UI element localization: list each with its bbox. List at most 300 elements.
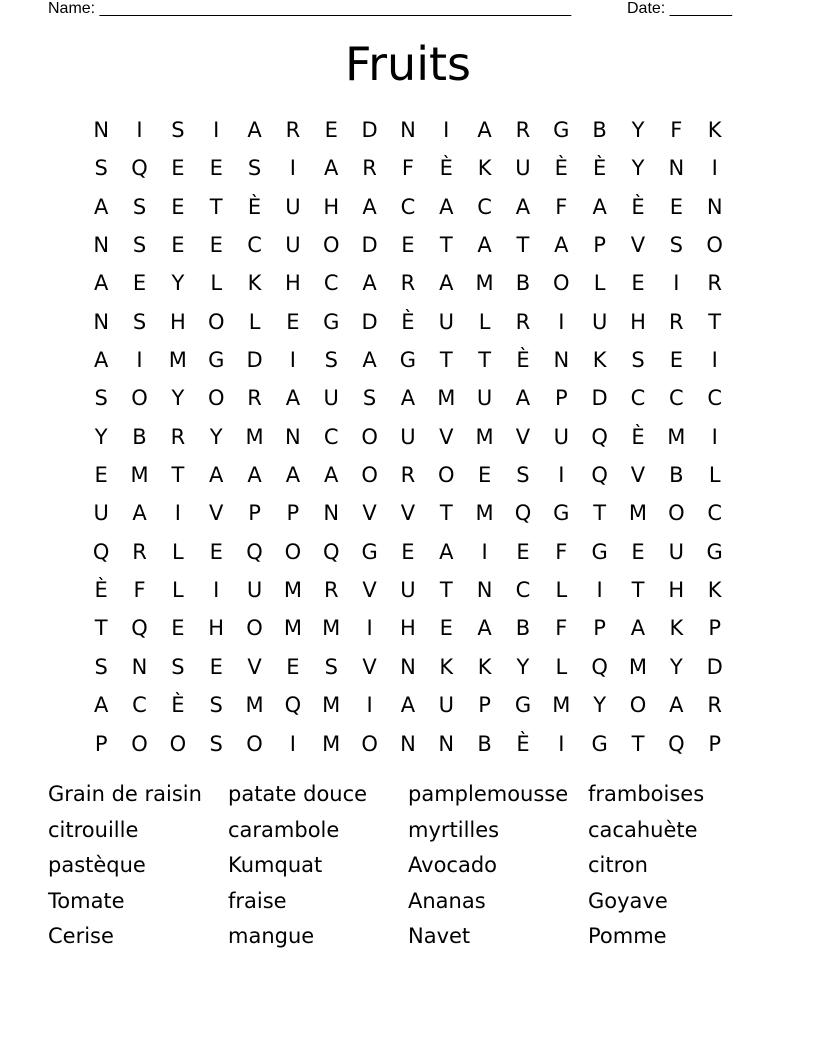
grid-letter: A <box>439 194 454 219</box>
grid-row <box>82 111 734 149</box>
grid-letter: M <box>437 386 456 411</box>
word-bank-item: pamplemousse <box>408 782 569 806</box>
grid-letter: D <box>246 348 263 373</box>
grid-letter: I <box>366 616 373 641</box>
grid-letter: E <box>401 539 415 564</box>
grid-letter: C <box>247 233 262 258</box>
word-bank-item: Goyave <box>588 888 668 913</box>
grid-letter: A <box>592 194 607 219</box>
grid-letter: T <box>593 501 607 526</box>
grid-row <box>82 303 734 341</box>
word-bank-item: pastèque <box>48 853 146 878</box>
grid-letter: M <box>322 731 341 756</box>
grid-letter: E <box>669 194 683 219</box>
grid-letter: F <box>555 616 568 641</box>
grid-letter: L <box>555 578 568 603</box>
grid-letter: F <box>555 539 568 564</box>
grid-letter: M <box>322 693 341 718</box>
grid-letter: E <box>669 348 683 373</box>
word-bank-item: Pomme <box>588 924 667 949</box>
grid-letter: A <box>362 271 377 296</box>
grid-letter: Y <box>631 118 645 142</box>
grid-letter: H <box>668 578 685 603</box>
grid-row <box>82 686 734 724</box>
grid-letter: S <box>516 463 530 488</box>
grid-letter: N <box>476 578 493 603</box>
grid-letter: D <box>361 233 378 258</box>
grid-letter: M <box>475 271 494 296</box>
grid-letter: O <box>131 386 148 411</box>
grid-letter: V <box>362 654 377 679</box>
grid-letter: B <box>669 463 684 488</box>
grid-letter: O <box>361 424 378 449</box>
grid-letter: M <box>245 693 264 718</box>
grid-letter: N <box>400 731 416 756</box>
grid-letter: È <box>554 156 568 181</box>
grid-letter: M <box>552 693 571 718</box>
grid-letter: A <box>477 118 492 142</box>
grid-letter: S <box>132 194 147 219</box>
grid-letter: B <box>592 118 607 142</box>
word-bank-item: Avocado <box>408 853 498 878</box>
word-bank-item: myrtilles <box>408 817 500 842</box>
grid-letter: E <box>516 539 530 564</box>
grid-letter: V <box>400 501 416 526</box>
grid-letter: G <box>553 501 570 526</box>
grid-letter: A <box>400 386 416 411</box>
grid-letter: H <box>323 194 340 219</box>
grid-row <box>82 264 734 302</box>
word-bank-item: Grain de raisin <box>48 782 202 806</box>
grid-letter: U <box>400 424 416 449</box>
grid-letter: I <box>558 463 565 488</box>
grid-row <box>82 456 734 494</box>
grid-letter: Y <box>94 424 108 449</box>
grid-letter: E <box>132 271 147 296</box>
grid-letter: L <box>555 654 568 679</box>
page-title: Fruits <box>345 37 471 91</box>
grid-letter: A <box>93 194 109 219</box>
grid-letter: P <box>593 616 606 641</box>
grid-letter: L <box>248 309 261 334</box>
grid-letter: R <box>362 156 377 181</box>
grid-letter: G <box>361 539 378 564</box>
grid-letter: R <box>707 693 722 718</box>
grid-letter: Q <box>591 463 608 488</box>
grid-letter: V <box>209 501 224 526</box>
grid-letter: U <box>668 539 685 564</box>
grid-letter: G <box>591 731 608 756</box>
grid-letter: I <box>289 731 296 756</box>
grid-letter: Q <box>246 539 263 564</box>
grid-letter: S <box>362 386 377 411</box>
grid-letter: E <box>94 463 108 488</box>
grid-letter: I <box>213 578 220 603</box>
grid-letter: È <box>631 424 645 449</box>
grid-letter: A <box>362 194 377 219</box>
grid-letter: I <box>366 693 373 718</box>
grid-letter: Y <box>669 654 683 679</box>
grid-row <box>82 418 734 456</box>
grid-letter: D <box>591 386 608 411</box>
word-bank-row <box>48 884 768 920</box>
grid-letter: R <box>400 463 416 488</box>
grid-letter: R <box>323 578 339 603</box>
grid-letter: U <box>285 233 301 258</box>
word-bank-item: Kumquat <box>228 853 323 878</box>
grid-letter: S <box>209 731 223 756</box>
grid-letter: È <box>401 309 415 334</box>
grid-letter: Y <box>171 386 185 411</box>
word-bank-item: Ananas <box>408 888 486 913</box>
grid-letter: O <box>361 731 378 756</box>
grid-letter: Q <box>668 731 685 756</box>
grid-letter: E <box>209 654 223 679</box>
grid-letter: M <box>475 424 494 449</box>
grid-letter: F <box>133 578 146 603</box>
grid-letter: A <box>285 386 301 411</box>
grid-letter: N <box>706 194 723 219</box>
grid-row <box>82 226 734 264</box>
grid-letter: E <box>631 271 645 296</box>
grid-letter: Y <box>516 654 530 679</box>
grid-letter: V <box>247 654 262 679</box>
grid-letter: U <box>323 386 339 411</box>
grid-letter: È <box>631 194 645 219</box>
grid-letter: G <box>706 539 723 564</box>
grid-letter: V <box>630 463 646 488</box>
grid-letter: A <box>515 194 531 219</box>
word-bank-row <box>48 777 768 813</box>
grid-letter: E <box>477 463 492 488</box>
grid-letter: R <box>132 539 147 564</box>
grid-letter: K <box>669 616 684 641</box>
grid-letter: O <box>246 616 263 641</box>
word-bank-item: fraise <box>228 888 287 913</box>
word-bank-row <box>48 848 768 884</box>
grid-row <box>82 494 734 532</box>
grid-letter: D <box>706 654 723 679</box>
letter-grid <box>82 111 734 763</box>
grid-row <box>82 609 734 647</box>
grid-letter: M <box>283 578 302 603</box>
grid-letter: R <box>170 424 186 449</box>
grid-letter: G <box>514 693 532 718</box>
grid-letter: I <box>289 348 296 373</box>
grid-letter: L <box>172 578 184 603</box>
grid-letter: B <box>515 271 531 296</box>
grid-letter: F <box>401 156 414 181</box>
grid-letter: Q <box>92 539 110 564</box>
grid-letter: S <box>94 654 108 679</box>
word-bank-item: carambole <box>228 817 340 842</box>
grid-letter: H <box>169 309 186 334</box>
grid-letter: U <box>476 386 493 411</box>
grid-letter: K <box>592 348 607 373</box>
grid-letter: I <box>558 731 565 756</box>
grid-letter: A <box>477 233 492 258</box>
grid-letter: C <box>132 693 147 718</box>
grid-letter: È <box>94 578 108 603</box>
grid-letter: O <box>207 386 225 411</box>
grid-letter: N <box>93 309 110 334</box>
grid-letter: S <box>132 233 147 258</box>
grid-letter: S <box>209 693 223 718</box>
grid-letter: M <box>628 501 648 526</box>
grid-letter: S <box>247 156 262 181</box>
grid-letter: N <box>553 348 570 373</box>
grid-letter: U <box>400 578 416 603</box>
grid-letter: È <box>516 348 530 373</box>
grid-letter: A <box>439 271 454 296</box>
grid-letter: C <box>515 578 531 603</box>
grid-letter: N <box>93 118 110 142</box>
grid-letter: P <box>593 233 606 258</box>
grid-letter: L <box>210 271 223 296</box>
grid-letter: Y <box>593 693 607 718</box>
grid-letter: E <box>171 156 185 181</box>
grid-letter: T <box>708 309 722 334</box>
grid-letter: U <box>591 309 608 334</box>
grid-letter: M <box>667 424 686 449</box>
word-bank-item: Cerise <box>48 924 114 949</box>
grid-letter: E <box>171 233 185 258</box>
grid-letter: P <box>708 731 721 756</box>
grid-letter: Q <box>131 616 148 641</box>
grid-letter: O <box>706 233 723 258</box>
grid-letter: V <box>439 424 454 449</box>
word-bank-item: cacahuète <box>588 817 698 842</box>
grid-row <box>82 341 734 379</box>
grid-letter: K <box>477 156 492 181</box>
grid-row <box>82 648 734 686</box>
grid-letter: È <box>439 156 453 181</box>
grid-letter: D <box>361 118 378 142</box>
word-bank-item: framboises <box>588 782 705 806</box>
grid-letter: T <box>94 616 108 641</box>
grid-letter: C <box>707 386 722 411</box>
grid-letter: U <box>246 578 263 603</box>
grid-letter: N <box>400 654 416 679</box>
grid-letter: È <box>247 194 262 219</box>
grid-letter: K <box>439 654 454 679</box>
grid-letter: S <box>171 118 185 142</box>
grid-letter: T <box>439 348 453 373</box>
word-bank-row <box>48 813 768 849</box>
grid-letter: A <box>93 693 109 718</box>
grid-letter: O <box>131 731 148 756</box>
grid-letter: Y <box>209 424 223 449</box>
grid-letter: A <box>630 616 646 641</box>
grid-letter: L <box>593 271 606 296</box>
word-bank-item: mangue <box>228 924 315 949</box>
grid-letter: E <box>324 118 338 142</box>
grid-letter: M <box>628 654 648 679</box>
grid-letter: N <box>438 731 455 756</box>
grid-letter: U <box>285 194 301 219</box>
grid-letter: N <box>93 233 110 258</box>
grid-letter: Q <box>284 693 302 718</box>
grid-letter: E <box>631 539 645 564</box>
grid-letter: Q <box>322 539 340 564</box>
grid-letter: M <box>475 501 494 526</box>
grid-letter: A <box>669 693 684 718</box>
grid-letter: I <box>213 118 220 142</box>
word-bank <box>48 777 768 955</box>
grid-letter: A <box>324 156 339 181</box>
grid-letter: E <box>209 233 223 258</box>
grid-letter: M <box>245 424 264 449</box>
grid-letter: S <box>631 348 645 373</box>
name-field-line: Name: _____________________________________________________ <box>48 0 572 17</box>
grid-letter: V <box>630 233 646 258</box>
grid-letter: T <box>209 194 223 219</box>
grid-letter: E <box>209 156 223 181</box>
grid-letter: È <box>516 731 530 756</box>
grid-letter: A <box>247 118 262 142</box>
grid-letter: C <box>323 424 339 449</box>
grid-letter: M <box>130 463 149 488</box>
grid-letter: P <box>708 616 721 641</box>
grid-letter: A <box>324 463 339 488</box>
grid-letter: N <box>285 424 301 449</box>
grid-letter: N <box>323 501 340 526</box>
grid-letter: I <box>711 424 718 449</box>
grid-letter: A <box>285 463 301 488</box>
grid-letter: U <box>438 693 454 718</box>
grid-letter: H <box>630 309 646 334</box>
grid-letter: H <box>400 616 416 641</box>
grid-letter: O <box>361 463 378 488</box>
grid-letter: È <box>593 156 607 181</box>
grid-letter: P <box>286 501 300 526</box>
grid-letter: N <box>400 118 416 142</box>
grid-letter: S <box>171 654 185 679</box>
grid-letter: I <box>596 578 603 603</box>
grid-letter: O <box>169 731 187 756</box>
word-bank-item: citrouille <box>48 817 139 842</box>
grid-letter: L <box>478 309 491 334</box>
grid-letter: G <box>323 309 340 334</box>
grid-letter: O <box>668 501 685 526</box>
grid-letter: A <box>515 386 531 411</box>
word-bank-item: patate douce <box>228 782 368 806</box>
word-bank-item: citron <box>588 853 648 878</box>
grid-letter: Q <box>514 501 532 526</box>
grid-row <box>82 725 734 763</box>
grid-letter: T <box>478 348 492 373</box>
grid-letter: S <box>324 348 338 373</box>
grid-letter: V <box>362 578 377 603</box>
grid-row <box>82 571 734 609</box>
grid-letter: S <box>669 233 683 258</box>
grid-letter: M <box>283 616 302 641</box>
grid-letter: A <box>247 463 262 488</box>
grid-letter: T <box>516 233 530 258</box>
grid-letter: I <box>481 539 488 564</box>
grid-letter: K <box>247 271 262 296</box>
grid-letter: E <box>401 233 415 258</box>
grid-letter: A <box>362 348 377 373</box>
grid-letter: I <box>174 501 181 526</box>
grid-letter: P <box>94 731 108 756</box>
grid-letter: I <box>289 156 296 181</box>
grid-letter: O <box>629 693 647 718</box>
grid-letter: M <box>168 348 187 373</box>
grid-letter: E <box>439 616 453 641</box>
grid-letter: I <box>711 348 718 373</box>
grid-letter: P <box>478 693 491 718</box>
grid-letter: I <box>673 271 680 296</box>
grid-letter: H <box>208 616 225 641</box>
word-bank-row <box>48 919 768 955</box>
grid-row <box>82 188 734 226</box>
grid-letter: E <box>209 539 223 564</box>
grid-letter: E <box>286 309 300 334</box>
grid-letter: A <box>93 271 109 296</box>
grid-letter: E <box>171 194 185 219</box>
worksheet-header <box>48 0 748 18</box>
grid-letter: A <box>400 693 416 718</box>
grid-letter: S <box>94 386 108 411</box>
grid-letter: T <box>631 731 645 756</box>
grid-letter: T <box>631 578 645 603</box>
grid-letter: M <box>322 616 341 641</box>
grid-letter: N <box>668 156 685 181</box>
grid-letter: O <box>553 271 570 296</box>
grid-letter: O <box>438 463 455 488</box>
word-bank-item: Tomate <box>48 888 125 913</box>
grid-letter: I <box>711 156 718 181</box>
grid-letter: K <box>707 578 722 603</box>
grid-letter: T <box>439 233 453 258</box>
grid-letter: A <box>93 348 109 373</box>
grid-letter: G <box>591 539 608 564</box>
grid-letter: F <box>555 194 568 219</box>
grid-letter: H <box>284 271 301 296</box>
grid-letter: R <box>707 271 722 296</box>
grid-letter: S <box>132 309 147 334</box>
grid-letter: È <box>171 693 185 718</box>
grid-letter: B <box>132 424 147 449</box>
grid-letter: A <box>132 501 147 526</box>
grid-row <box>82 379 734 417</box>
grid-letter: R <box>400 271 416 296</box>
grid-letter: R <box>515 309 531 334</box>
grid-letter: S <box>94 156 108 181</box>
grid-letter: I <box>136 348 143 373</box>
grid-letter: Q <box>591 654 608 679</box>
grid-letter: I <box>443 118 450 142</box>
grid-letter: O <box>284 539 302 564</box>
grid-letter: A <box>554 233 569 258</box>
grid-letter: T <box>439 501 453 526</box>
grid-letter: C <box>323 271 339 296</box>
grid-letter: R <box>247 386 262 411</box>
grid-letter: C <box>668 386 684 411</box>
grid-letter: R <box>515 118 531 142</box>
grid-letter: A <box>477 616 492 641</box>
grid-letter: C <box>400 194 416 219</box>
grid-letter: U <box>553 424 569 449</box>
grid-letter: K <box>707 118 722 142</box>
grid-letter: R <box>669 309 684 334</box>
grid-letter: D <box>361 309 378 334</box>
grid-letter: Y <box>171 271 185 296</box>
grid-letter: T <box>171 463 185 488</box>
grid-letter: A <box>209 463 224 488</box>
grid-letter: P <box>248 501 261 526</box>
